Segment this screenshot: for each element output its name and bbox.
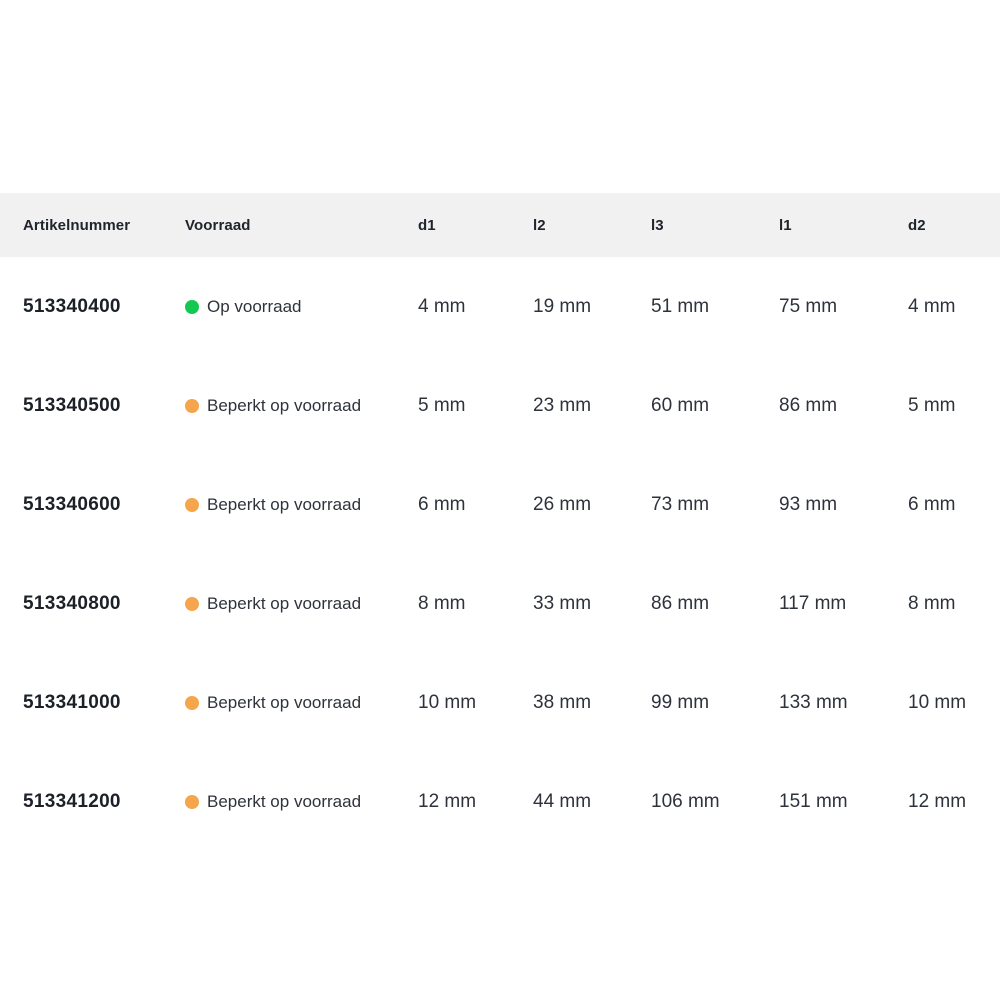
stock-status-cell <box>185 396 418 416</box>
table-row <box>0 554 1000 653</box>
table-body <box>0 257 1000 851</box>
value-cell-l2: 19 mm <box>533 295 592 317</box>
limited-stock-dot <box>185 597 199 611</box>
stock-status-cell <box>185 495 418 515</box>
article-number: 513341200 <box>23 790 121 812</box>
stock-status-label: Beperkt op voorraad <box>207 791 362 811</box>
column-header-l1: l1 <box>779 216 792 234</box>
table-row <box>0 356 1000 455</box>
value-cell-l2: 33 mm <box>533 592 592 614</box>
value-cell-l1: 133 mm <box>779 691 848 713</box>
article-number: 513340800 <box>23 592 121 614</box>
stock-status-cell <box>185 693 418 713</box>
in-stock-dot <box>185 300 199 314</box>
value-cell-l1: 151 mm <box>779 790 848 812</box>
value-cell-d2: 4 mm <box>908 295 956 317</box>
value-cell-d2: 12 mm <box>908 790 967 812</box>
value-cell-d2: 8 mm <box>908 592 956 614</box>
value-cell-l3: 106 mm <box>651 790 720 812</box>
stock-status-label: Beperkt op voorraad <box>207 593 362 613</box>
value-cell-d2: 10 mm <box>908 691 967 713</box>
table-header-row <box>0 193 1000 257</box>
limited-stock-dot <box>185 498 199 512</box>
value-cell-l1: 75 mm <box>779 295 838 317</box>
column-header-artikelnummer: Artikelnummer <box>23 216 131 234</box>
value-cell-d1: 6 mm <box>418 493 466 515</box>
stock-status-cell <box>185 594 418 614</box>
value-cell-d1: 5 mm <box>418 394 466 416</box>
limited-stock-dot <box>185 399 199 413</box>
value-cell-d2: 6 mm <box>908 493 956 515</box>
column-header-d1: d1 <box>418 216 436 234</box>
table-row <box>0 752 1000 851</box>
value-cell-d1: 8 mm <box>418 592 466 614</box>
limited-stock-dot <box>185 795 199 809</box>
value-cell-d1: 10 mm <box>418 691 477 713</box>
stock-status-cell <box>185 792 418 812</box>
value-cell-l1: 86 mm <box>779 394 838 416</box>
value-cell-l2: 23 mm <box>533 394 592 416</box>
table-row <box>0 257 1000 356</box>
value-cell-l3: 51 mm <box>651 295 710 317</box>
article-number: 513341000 <box>23 691 121 713</box>
limited-stock-dot <box>185 696 199 710</box>
value-cell-d2: 5 mm <box>908 394 956 416</box>
column-header-d2: d2 <box>908 216 926 234</box>
value-cell-l2: 38 mm <box>533 691 592 713</box>
stock-status-label: Beperkt op voorraad <box>207 494 362 514</box>
value-cell-l3: 73 mm <box>651 493 710 515</box>
stock-status-label: Op voorraad <box>207 296 302 316</box>
stock-status-label: Beperkt op voorraad <box>207 692 362 712</box>
product-spec-table <box>0 193 1000 851</box>
value-cell-l3: 86 mm <box>651 592 710 614</box>
stock-status-label: Beperkt op voorraad <box>207 395 362 415</box>
value-cell-l3: 60 mm <box>651 394 710 416</box>
article-number: 513340400 <box>23 295 121 317</box>
column-header-l3: l3 <box>651 216 664 234</box>
column-header-voorraad: Voorraad <box>185 216 251 234</box>
article-number: 513340500 <box>23 394 121 416</box>
value-cell-d1: 12 mm <box>418 790 477 812</box>
value-cell-l2: 44 mm <box>533 790 592 812</box>
value-cell-l1: 117 mm <box>779 592 847 614</box>
table-row <box>0 653 1000 752</box>
value-cell-l1: 93 mm <box>779 493 838 515</box>
value-cell-l3: 99 mm <box>651 691 710 713</box>
column-header-l2: l2 <box>533 216 546 234</box>
value-cell-l2: 26 mm <box>533 493 592 515</box>
article-number: 513340600 <box>23 493 121 515</box>
table-row <box>0 455 1000 554</box>
stock-status-cell <box>185 297 418 317</box>
value-cell-d1: 4 mm <box>418 295 466 317</box>
